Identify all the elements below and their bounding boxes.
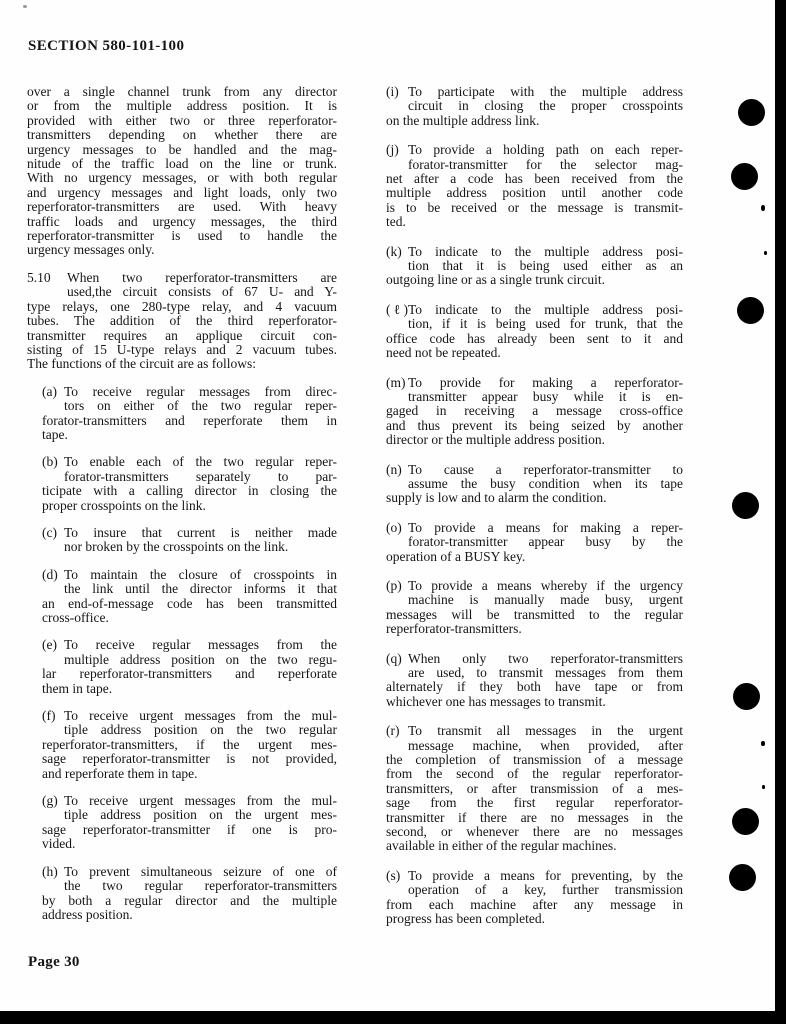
text-line: tubes. The addition of the third reperforator- <box>27 313 337 329</box>
text-line: by both a regular director and the multiple <box>42 892 337 908</box>
text-line: (k) To indicate to the multiple address posi- <box>386 243 683 259</box>
list-item <box>386 376 683 448</box>
text-line: (f) To receive urgent messages from the mul- <box>42 708 337 724</box>
text-line: urgency messages to be handled and the mag- <box>27 141 337 157</box>
text-line: reperforator-transmitter is used to handle the <box>27 228 337 244</box>
list-item <box>386 245 683 288</box>
text-line: proper crosspoints on the link. <box>42 497 206 513</box>
text-line: (b) To enable each of the two regular reper- <box>42 454 337 470</box>
text-line: nor broken by the crosspoints on the link. <box>64 539 289 555</box>
item-label: (f) <box>42 708 56 724</box>
text-line: sage reperforator-transmitter is not provided, <box>42 751 337 767</box>
text-line: office code has already been sent to it and <box>386 330 683 346</box>
text-line: transmitters, or after transmission of a mes- <box>386 780 683 796</box>
text-line: reperforator-transmitters. <box>386 621 522 637</box>
text-line: (j) To provide a holding path on each reper- <box>386 142 683 158</box>
text-line: provided with either two or three reperforator- <box>27 112 337 128</box>
item-label: (p) <box>386 577 402 593</box>
list-item <box>42 638 337 696</box>
text-line: assume the busy condition when its tape <box>408 475 683 491</box>
scan-speck <box>762 785 765 789</box>
text-line: traffic loads and urgency messages, the third <box>27 213 337 229</box>
text-line: multiple address position on the two regu- <box>64 651 337 667</box>
text-line: tape. <box>42 426 68 442</box>
text-line: With no urgency messages, or with both regular <box>27 170 337 186</box>
text-line: forator-transmitters and reperforate them in <box>42 412 337 428</box>
text-line: ticipate with a calling director in closing the <box>42 483 337 499</box>
text-line: an end-of-message code has been transmitted <box>42 595 337 611</box>
text-line: tors on either of the two regular reper- <box>64 398 337 414</box>
item-label: (j) <box>386 142 399 158</box>
text-line: (s) To provide a means for preventing, by the <box>386 867 683 883</box>
list-item <box>386 579 683 637</box>
text-line: alternately if they both have tape or from <box>386 679 683 695</box>
text-line: type relays, one 280-type relay, and 4 vacuum <box>27 298 337 314</box>
text-line: available in either of the regular machines. <box>386 838 617 854</box>
text-line: operation of a key, further transmission <box>408 882 683 898</box>
text-line: tiple address position on the two regular <box>64 722 337 738</box>
page-number: Page 30 <box>28 954 80 970</box>
right-column <box>386 85 683 942</box>
list-item <box>386 869 683 927</box>
text-line: forator-transmitter appear busy by the <box>408 534 683 550</box>
text-line: second, or whenever there are no messages <box>386 824 683 840</box>
list-item <box>386 143 683 229</box>
left-column <box>27 85 337 935</box>
text-line: them in tape. <box>42 680 113 696</box>
item-label: (b) <box>42 454 58 470</box>
text-line: is to be received or the message is transmit- <box>386 199 683 215</box>
list-item <box>386 303 683 361</box>
item-label: (e) <box>42 637 57 653</box>
text-line: (q) When only two reperforator-transmitters <box>386 650 683 666</box>
text-line: and reperforate them in tape. <box>42 765 198 781</box>
text-line: supply is low and to alarm the condition. <box>386 490 607 506</box>
scan-speck <box>761 741 765 746</box>
text-line: director or the multiple address position. <box>386 432 605 448</box>
item-label: (s) <box>386 867 401 883</box>
paragraph <box>27 85 337 258</box>
text-line: the link until the director informs it that <box>64 581 337 597</box>
text-line: (ℓ)To indicate to the multiple address posi- <box>386 301 683 317</box>
text-line: messages will be transmitted to the regular <box>386 606 683 622</box>
list-item <box>42 385 337 443</box>
list-item <box>42 865 337 923</box>
scan-speck <box>764 251 767 255</box>
list-item <box>386 724 683 854</box>
scan-speck <box>761 205 765 211</box>
scan-speck <box>23 5 27 8</box>
text-line: (o) To provide a means for making a reper- <box>386 519 683 535</box>
text-line: sisting of 15 U-type relays and 2 vacuum tubes. <box>27 341 337 357</box>
item-label: (g) <box>42 793 58 809</box>
item-label: (q) <box>386 650 402 666</box>
binder-hole <box>731 163 758 190</box>
text-line: whichever one has messages to transmit. <box>386 693 606 709</box>
item-label: (h) <box>42 863 58 879</box>
binder-hole <box>733 683 760 710</box>
text-line: progress has been completed. <box>386 911 545 927</box>
scan-edge-bottom <box>0 1011 786 1024</box>
text-line: transmitter requires an applique circuit con- <box>27 327 337 343</box>
text-line: operation of a BUSY key. <box>386 548 526 564</box>
list-item <box>386 463 683 506</box>
text-line: transmitter appear busy while it is en- <box>408 388 683 404</box>
text-line: tion that it is being used either as an <box>408 258 683 274</box>
binder-hole <box>737 297 764 324</box>
item-label: (ℓ) <box>386 301 408 317</box>
text-line: cross-office. <box>42 610 109 625</box>
text-line: sage from the first regular reperforator- <box>386 795 683 811</box>
item-label: (a) <box>42 383 57 399</box>
item-label: (r) <box>386 723 400 739</box>
scan-edge-right <box>775 0 786 1024</box>
text-line: machine is manually made busy, urgent <box>408 592 683 608</box>
text-line: (r) To transmit all messages in the urgent <box>386 723 683 739</box>
text-line: and thus prevent its being seized by another <box>386 417 683 433</box>
text-line: are used, to transmit messages from them <box>408 665 683 680</box>
text-line: transmitter if there are no messages in the <box>386 809 683 825</box>
binder-hole <box>732 808 759 835</box>
text-line: (c) To insure that current is neither made <box>42 524 337 540</box>
text-line: (h) To prevent simultaneous seizure of one of <box>42 863 337 879</box>
list-item <box>42 794 337 852</box>
list-item <box>386 652 683 710</box>
text-line: reperforator-transmitters are used. With heavy <box>27 199 337 215</box>
item-label: 5.10 <box>27 269 51 285</box>
text-line: outgoing line or as a single trunk circuit. <box>386 272 605 288</box>
item-label: (k) <box>386 243 402 259</box>
text-line: (i) To participate with the multiple address <box>386 84 683 99</box>
list-item <box>42 455 337 513</box>
text-line: over a single channel trunk from any director <box>27 84 337 99</box>
text-line: (m) To provide for making a reperforator- <box>386 374 683 390</box>
text-line: the completion of transmission of a message <box>386 752 683 768</box>
text-line: net after a code has been received from the <box>386 171 683 187</box>
text-line: lar reperforator-transmitters and reperforate <box>42 666 337 682</box>
text-line: transmitters depending on whether there are <box>27 127 337 143</box>
list-item <box>386 85 683 128</box>
text-line: (d) To maintain the closure of crosspoints in <box>42 566 337 582</box>
text-line: (g) To receive urgent messages from the mul- <box>42 793 337 809</box>
text-line: from each machine after any message in <box>386 896 683 912</box>
text-line: gaged in receiving a message cross-office <box>386 403 683 419</box>
text-line: tion, if it is being used for trunk, that the <box>408 316 683 332</box>
item-label: (i) <box>386 84 399 99</box>
item-label: (d) <box>42 566 58 582</box>
text-line: used,the circuit consists of 67 U- and Y- <box>67 284 337 300</box>
text-line: need not be repeated. <box>386 345 501 361</box>
list-item <box>42 709 337 781</box>
text-line: (e) To receive regular messages from the <box>42 637 337 653</box>
list-item <box>386 521 683 564</box>
paragraph <box>27 271 337 372</box>
text-line: reperforator-transmitters, if the urgent mes- <box>42 736 337 752</box>
binder-hole <box>738 99 765 126</box>
item-label: (m) <box>386 374 406 390</box>
list-item <box>42 526 337 555</box>
binder-hole <box>729 864 756 891</box>
text-line: or from the multiple address position. It is <box>27 98 337 114</box>
text-line: ted. <box>386 214 406 230</box>
text-line: circuit in closing the proper crosspoints <box>408 98 683 114</box>
text-line: (a) To receive regular messages from direc- <box>42 383 337 399</box>
section-header: SECTION 580-101-100 <box>28 38 185 54</box>
text-line: 5.10 When two reperforator-transmitters are <box>27 269 337 285</box>
item-label: (o) <box>386 519 402 535</box>
item-label: (c) <box>42 524 57 540</box>
text-line: The functions of the circuit are as follows: <box>27 356 257 372</box>
text-line: nitude of the traffic load on the line or trunk. <box>27 156 337 172</box>
text-line: tiple address position on the urgent mes- <box>64 807 337 823</box>
text-line: forator-transmitters separately to par- <box>64 468 337 484</box>
text-line: from the second of the regular reperforator- <box>386 766 683 782</box>
text-line: urgency messages only. <box>27 242 155 258</box>
binder-hole <box>732 492 759 519</box>
text-line: forator-transmitter for the selector mag- <box>408 156 683 172</box>
text-line: (n) To cause a reperforator-transmitter to <box>386 461 683 477</box>
list-item <box>42 568 337 626</box>
text-line: vided. <box>42 836 76 852</box>
text-line: address position. <box>42 906 133 922</box>
text-line: message machine, when provided, after <box>408 737 683 753</box>
text-line: (p) To provide a means whereby if the urgency <box>386 577 683 593</box>
text-line: sage reperforator-transmitter if one is pro- <box>42 821 337 837</box>
item-label: (n) <box>386 461 402 477</box>
text-line: the two regular reperforator-transmitters <box>64 878 337 894</box>
text-line: and urgency messages and light loads, only two <box>27 184 337 200</box>
text-line: multiple address position until another code <box>386 185 683 201</box>
text-line: on the multiple address link. <box>386 112 540 128</box>
